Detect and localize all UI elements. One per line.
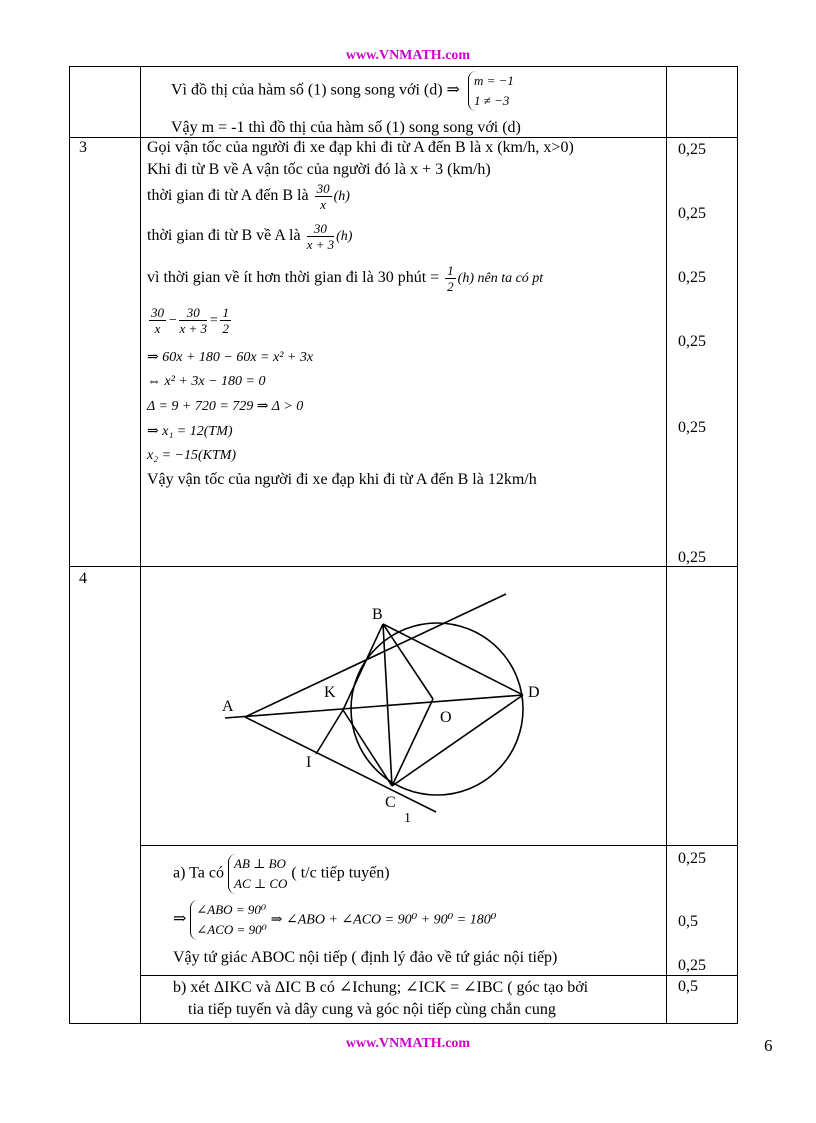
- row3-equation: [147, 305, 233, 336]
- header-watermark: www.VNMATH.com: [345, 48, 471, 63]
- frac-num: 30: [307, 221, 335, 237]
- unit-h: (h): [336, 229, 353, 245]
- frac-den: x: [320, 197, 326, 212]
- row3-line3: [147, 181, 350, 212]
- row3-conclusion: Vậy vận tốc của người đi xe đạp khi đi từ A đến B là 12km/h: [147, 471, 537, 488]
- segment-CK: [343, 710, 392, 786]
- segment-CO: [392, 699, 433, 786]
- row1-sys2: 1 ≠ −3: [473, 93, 510, 108]
- frac-den: x: [154, 321, 161, 336]
- row3-step5: ⇒ x₁ = 12(TM): [147, 424, 233, 439]
- eq-minus: −: [168, 313, 178, 329]
- frac-num: 1: [222, 305, 229, 320]
- label-D: D: [528, 684, 540, 701]
- frac-num: 1: [447, 263, 454, 278]
- secant-AD: [225, 695, 523, 718]
- score: 0,25: [678, 333, 706, 350]
- score: 0,25: [678, 141, 706, 158]
- part-a-line1: [173, 854, 390, 894]
- row3-step6: x₂ = −15(KTM): [147, 448, 237, 463]
- row4-number: 4: [79, 570, 87, 587]
- col-divider-2: [666, 67, 667, 1023]
- frac-num: 30: [179, 305, 207, 321]
- frac-den: x + 3: [179, 321, 207, 336]
- segment-CD: [392, 695, 523, 786]
- part-a-system: [228, 854, 287, 894]
- row3-line2: Khi đi từ B về A vận tốc của người đó là x + 3 (km/h): [147, 161, 491, 178]
- eq-frac-2: [179, 305, 207, 336]
- row-divider-3: [140, 845, 737, 846]
- segment-BO: [383, 624, 433, 699]
- label-K: K: [324, 684, 336, 701]
- row1-line1-text: Vì đồ thị của hàm số (1) song song với (d) ⇒: [171, 81, 460, 99]
- label-I: I: [306, 754, 312, 771]
- frac-den: 2: [447, 279, 454, 294]
- row3-number: 3: [79, 139, 87, 156]
- row3-line5-text: vì thời gian về ít hơn thời gian đi là 30 phút =: [147, 269, 440, 287]
- angle-sum: ⇒ ∠ABO + ∠ACO = 90⁰ + 90⁰ = 180⁰: [270, 912, 497, 928]
- eq-equals: =: [209, 313, 219, 329]
- circle-O: [351, 623, 523, 795]
- part-a-prefix: a) Ta có: [173, 864, 224, 882]
- fraction-1-2: [445, 263, 456, 294]
- frac-num: 30: [151, 305, 164, 320]
- score: 0,5: [678, 978, 698, 995]
- row3-line5: [147, 263, 543, 294]
- score: 0,25: [678, 549, 706, 566]
- score: 0,5: [678, 913, 698, 930]
- fraction-30-x3: [307, 221, 335, 252]
- implies: ⇒: [173, 910, 187, 928]
- frac-num: 30: [316, 181, 330, 196]
- row1-line1: [171, 71, 514, 111]
- part-a-note: ( t/c tiếp tuyến): [291, 864, 390, 882]
- row3-line4: [147, 221, 352, 252]
- score: 0,25: [678, 957, 706, 974]
- part-a-line2: [173, 900, 496, 940]
- fraction-30-x: [315, 181, 332, 212]
- eq-frac-1: [149, 305, 166, 336]
- frac-den: x + 3: [306, 237, 335, 252]
- segment-KI: [316, 710, 343, 754]
- row3-step3: ⇔ x² + 3x − 180 = 0: [147, 374, 266, 389]
- row3-step2: ⇒ 60x + 180 − 60x = x² + 3x: [147, 350, 314, 365]
- geometry-figure: [140, 567, 666, 845]
- col-divider-1: [140, 67, 141, 1023]
- answer-table: [69, 66, 738, 1024]
- row3-line4-text: thời gian đi từ B về A là: [147, 227, 301, 245]
- part-b-line2: tia tiếp tuyến và dây cung và góc nội tiếp cùng chắn cung: [188, 1001, 556, 1018]
- part-b-line1: b) xét ΔIKC và ΔIC B có ∠Ichung; ∠ICK = ∠IBC ( góc tạo bởi: [173, 979, 589, 996]
- part-a-conclusion: Vậy tứ giác ABOC nội tiếp ( định lý đảo về tứ giác nội tiếp): [173, 949, 558, 966]
- page-number: 6: [764, 1036, 773, 1055]
- sys-line: ∠ACO = 90⁰: [196, 922, 267, 937]
- row1-sys1: m = −1: [473, 73, 514, 88]
- score: 0,25: [678, 850, 706, 867]
- frac-den: 2: [222, 321, 229, 336]
- tangent-AC: [245, 717, 436, 812]
- label-O: O: [440, 709, 452, 726]
- segment-BD: [383, 624, 523, 695]
- line5-tail: (h) nên ta có pt: [457, 271, 544, 287]
- label-C: C: [385, 794, 396, 811]
- sys-line: ∠ABO = 90⁰: [196, 902, 267, 917]
- label-A: A: [222, 698, 234, 715]
- eq-frac-3: [220, 305, 231, 336]
- row-divider-4: [140, 975, 737, 976]
- row3-line3-text: thời gian đi từ A đến B là: [147, 187, 309, 205]
- sys-line: AC ⊥ CO: [234, 876, 288, 891]
- unit-h: (h): [333, 189, 350, 205]
- row3-line1: Gọi vận tốc của người đi xe đạp khi đi từ A đến B là x (km/h, x>0): [147, 139, 574, 156]
- label-B: B: [372, 606, 383, 623]
- segment-BK: [343, 624, 383, 710]
- part-a-system2: [190, 900, 266, 940]
- footer-watermark: www.VNMATH.com: [345, 1036, 471, 1051]
- row1-system: [468, 71, 514, 111]
- score: 0,25: [678, 269, 706, 286]
- row1-conclusion: Vậy m = -1 thì đồ thị của hàm số (1) song song với (d): [171, 119, 521, 136]
- label-1: 1: [404, 811, 411, 826]
- row3-step4: Δ = 9 + 720 = 729 ⇒ Δ > 0: [147, 399, 304, 414]
- score: 0,25: [678, 205, 706, 222]
- sys-line: AB ⊥ BO: [234, 856, 286, 871]
- score: 0,25: [678, 419, 706, 436]
